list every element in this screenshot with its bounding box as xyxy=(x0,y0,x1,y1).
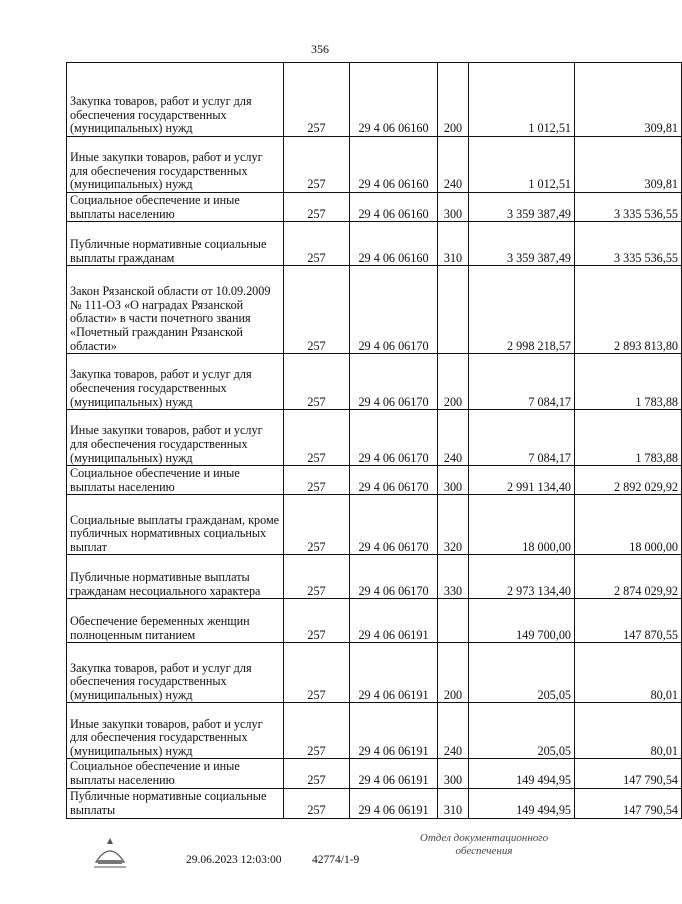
table-row xyxy=(67,495,682,555)
table-row xyxy=(67,354,682,410)
row-amount-executed-cell: 147 790,54 xyxy=(575,788,682,818)
row-amount-executed-cell: 1 783,88 xyxy=(575,410,682,466)
row-csr-cell: 29 4 06 06170 xyxy=(350,555,438,599)
table-row xyxy=(67,788,682,818)
row-code-cell: 257 xyxy=(284,555,350,599)
row-vr-cell xyxy=(438,266,469,354)
row-csr-cell: 29 4 06 06191 xyxy=(350,599,438,643)
row-code-cell: 257 xyxy=(284,759,350,788)
row-code-cell: 257 xyxy=(284,193,350,222)
table-row xyxy=(67,643,682,703)
row-code-cell: 257 xyxy=(284,266,350,354)
row-amount-planned-cell: 205,05 xyxy=(469,643,575,703)
row-name-cell: Социальное обеспечение и иные выплаты населению xyxy=(67,759,284,788)
row-amount-executed-cell: 3 335 536,55 xyxy=(575,222,682,266)
row-name-cell: Закупка товаров, работ и услуг для обеспечения государственных (муниципальных) нужд xyxy=(67,643,284,703)
row-code-cell: 257 xyxy=(284,643,350,703)
row-vr-cell: 240 xyxy=(438,703,469,759)
row-name-cell: Социальное обеспечение и иные выплаты населению xyxy=(67,466,284,495)
row-name-cell: Публичные нормативные социальные выплаты xyxy=(67,788,284,818)
row-code-cell: 257 xyxy=(284,410,350,466)
row-code-cell: 257 xyxy=(284,788,350,818)
row-code-cell: 257 xyxy=(284,222,350,266)
row-vr-cell: 240 xyxy=(438,410,469,466)
row-amount-planned-cell: 149 494,95 xyxy=(469,759,575,788)
row-amount-executed-cell: 147 870,55 xyxy=(575,599,682,643)
footer-doc-number: 42774/1-9 xyxy=(312,854,360,866)
row-csr-cell: 29 4 06 06170 xyxy=(350,354,438,410)
row-amount-executed-cell: 18 000,00 xyxy=(575,495,682,555)
row-amount-executed-cell: 80,01 xyxy=(575,643,682,703)
row-amount-executed-cell: 309,81 xyxy=(575,137,682,193)
row-vr-cell: 200 xyxy=(438,643,469,703)
row-amount-executed-cell: 2 874 029,92 xyxy=(575,555,682,599)
row-csr-cell: 29 4 06 06191 xyxy=(350,643,438,703)
row-amount-planned-cell: 7 084,17 xyxy=(469,410,575,466)
row-amount-planned-cell: 3 359 387,49 xyxy=(469,193,575,222)
row-code-cell: 257 xyxy=(284,703,350,759)
table-row xyxy=(67,63,682,137)
row-csr-cell: 29 4 06 06191 xyxy=(350,759,438,788)
table-row xyxy=(67,599,682,643)
page-number: 356 xyxy=(311,42,329,56)
department-stamp xyxy=(404,832,564,858)
row-csr-cell: 29 4 06 06170 xyxy=(350,266,438,354)
row-name-cell: Иные закупки товаров, работ и услуг для обеспечения государственных (муниципальных) нужд xyxy=(67,703,284,759)
row-name-cell: Публичные нормативные социальные выплаты гражданам xyxy=(67,222,284,266)
table-row xyxy=(67,466,682,495)
row-amount-planned-cell: 18 000,00 xyxy=(469,495,575,555)
row-amount-executed-cell: 80,01 xyxy=(575,703,682,759)
row-vr-cell: 320 xyxy=(438,495,469,555)
row-vr-cell: 200 xyxy=(438,354,469,410)
row-amount-planned-cell: 7 084,17 xyxy=(469,354,575,410)
row-csr-cell: 29 4 06 06170 xyxy=(350,495,438,555)
row-amount-planned-cell: 1 012,51 xyxy=(469,63,575,137)
row-name-cell: Иные закупки товаров, работ и услуг для обеспечения государственных (муниципальных) нужд xyxy=(67,137,284,193)
row-name-cell: Социальное обеспечение и иные выплаты населению xyxy=(67,193,284,222)
row-csr-cell: 29 4 06 06160 xyxy=(350,193,438,222)
table-row xyxy=(67,266,682,354)
row-name-cell: Иные закупки товаров, работ и услуг для обеспечения государственных (муниципальных) нужд xyxy=(67,410,284,466)
row-amount-executed-cell: 3 335 536,55 xyxy=(575,193,682,222)
row-amount-planned-cell: 1 012,51 xyxy=(469,137,575,193)
table-row xyxy=(67,193,682,222)
row-name-cell: Закупка товаров, работ и услуг для обеспечения государственных (муниципальных) нужд xyxy=(67,63,284,137)
row-code-cell: 257 xyxy=(284,137,350,193)
row-csr-cell: 29 4 06 06160 xyxy=(350,63,438,137)
table-row xyxy=(67,137,682,193)
stamp-line: Отдел документационного xyxy=(419,832,549,844)
table-row xyxy=(67,759,682,788)
footer-datetime: 29.06.2023 12:03:00 xyxy=(186,854,282,866)
row-csr-cell: 29 4 06 06160 xyxy=(350,137,438,193)
row-vr-cell: 300 xyxy=(438,466,469,495)
row-amount-planned-cell: 3 359 387,49 xyxy=(469,222,575,266)
row-amount-executed-cell: 2 892 029,92 xyxy=(575,466,682,495)
row-vr-cell: 310 xyxy=(438,788,469,818)
row-amount-planned-cell: 2 973 134,40 xyxy=(469,555,575,599)
stamp-line: обеспечения xyxy=(455,845,513,857)
row-name-cell: Социальные выплаты гражданам, кроме публичных нормативных социальных выплат xyxy=(67,495,284,555)
table-row xyxy=(67,222,682,266)
row-amount-executed-cell: 309,81 xyxy=(575,63,682,137)
row-amount-planned-cell: 2 998 218,57 xyxy=(469,266,575,354)
row-name-cell: Публичные нормативные выплаты гражданам несоциального характера xyxy=(67,555,284,599)
row-amount-executed-cell: 1 783,88 xyxy=(575,354,682,410)
row-code-cell: 257 xyxy=(284,466,350,495)
row-csr-cell: 29 4 06 06170 xyxy=(350,466,438,495)
row-csr-cell: 29 4 06 06170 xyxy=(350,410,438,466)
row-amount-planned-cell: 205,05 xyxy=(469,703,575,759)
row-csr-cell: 29 4 06 06191 xyxy=(350,788,438,818)
row-csr-cell: 29 4 06 06191 xyxy=(350,703,438,759)
row-code-cell: 257 xyxy=(284,495,350,555)
row-vr-cell: 300 xyxy=(438,759,469,788)
row-amount-planned-cell: 2 991 134,40 xyxy=(469,466,575,495)
row-code-cell: 257 xyxy=(284,354,350,410)
row-amount-planned-cell: 149 494,95 xyxy=(469,788,575,818)
row-amount-executed-cell: 2 893 813,80 xyxy=(575,266,682,354)
row-name-cell: Обеспечение беременных женщин полноценным питанием xyxy=(67,599,284,643)
row-name-cell: Закон Рязанской области от 10.09.2009 № 111-ОЗ «О наградах Рязанской области» в части почетного звания «Почетный гражданин Рязанской области» xyxy=(67,266,284,354)
row-vr-cell: 200 xyxy=(438,63,469,137)
row-amount-executed-cell: 147 790,54 xyxy=(575,759,682,788)
table-row xyxy=(67,555,682,599)
row-vr-cell: 240 xyxy=(438,137,469,193)
table-row xyxy=(67,410,682,466)
table-row xyxy=(67,703,682,759)
emblem-logo xyxy=(88,836,132,870)
row-vr-cell: 330 xyxy=(438,555,469,599)
row-vr-cell: 300 xyxy=(438,193,469,222)
row-code-cell: 257 xyxy=(284,599,350,643)
row-vr-cell xyxy=(438,599,469,643)
row-code-cell: 257 xyxy=(284,63,350,137)
row-vr-cell: 310 xyxy=(438,222,469,266)
row-csr-cell: 29 4 06 06160 xyxy=(350,222,438,266)
row-name-cell: Закупка товаров, работ и услуг для обеспечения государственных (муниципальных) нужд xyxy=(67,354,284,410)
budget-table xyxy=(66,62,682,819)
row-amount-planned-cell: 149 700,00 xyxy=(469,599,575,643)
